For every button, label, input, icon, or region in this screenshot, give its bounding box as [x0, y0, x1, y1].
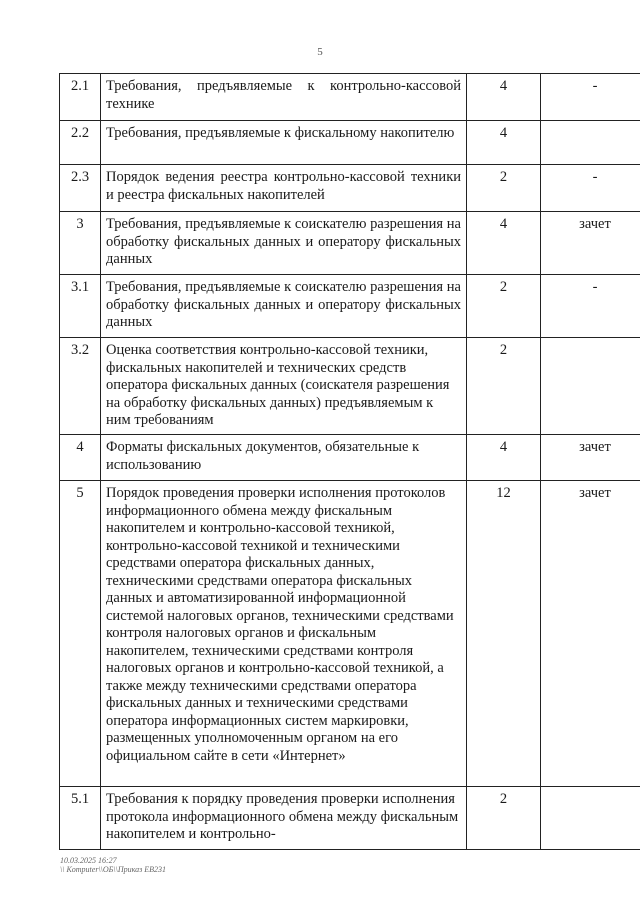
row-number: 2.3: [60, 165, 101, 212]
row-hours: 4: [467, 435, 541, 481]
row-number: 4: [60, 435, 101, 481]
table-row: [60, 787, 640, 850]
row-assessment: зачет: [541, 212, 640, 275]
table-row: [60, 121, 640, 165]
document-footer: [60, 856, 166, 874]
table-row: [60, 165, 640, 212]
page-number: 5: [317, 46, 323, 58]
row-title: Форматы фискальных документов, обязательные к использованию: [101, 435, 467, 481]
row-hours: 2: [467, 165, 541, 212]
row-title: Порядок ведения реестра контрольно-кассовой техники и реестра фискальных накопителей: [101, 165, 467, 212]
row-hours: 12: [467, 481, 541, 787]
row-number: 5: [60, 481, 101, 787]
row-assessment: -: [541, 74, 640, 121]
row-number: 2.2: [60, 121, 101, 165]
row-title: Оценка соответствия контрольно-кассовой техники, фискальных накопителей и технических средств оператора фискальных данных (соискателя разрешения на обработку фискальных данных) предъявляемым к ним требованиям: [101, 338, 467, 435]
row-number: 2.1: [60, 74, 101, 121]
table-row: [60, 275, 640, 338]
row-title: Требования, предъявляемые к соискателю разрешения на обработку фискальных данных и оператору фискальных данных: [101, 275, 467, 338]
row-number: 3: [60, 212, 101, 275]
table-row: [60, 338, 640, 435]
row-hours: 2: [467, 787, 541, 850]
row-assessment: [541, 787, 640, 850]
row-hours: 2: [467, 275, 541, 338]
row-assessment: зачет: [541, 481, 640, 787]
table-row: [60, 481, 640, 787]
row-title: Требования, предъявляемые к соискателю разрешения на обработку фискальных данных и оператору фискальных данных: [101, 212, 467, 275]
footer-timestamp: 10.03.2025 16:27: [60, 856, 117, 865]
row-hours: 4: [467, 212, 541, 275]
row-number: 3.2: [60, 338, 101, 435]
row-title: Порядок проведения проверки исполнения протоколов информационного обмена между фискальным накопителем и контрольно-кассовой техникой, контрольно-кассовой техникой и техническими средствами оператора фискальных данных, техническими средствами оператора фискальных данных и автоматизированной информационной системой налоговых органов, техническими средствами контроля налоговых органов и фискальным накопителем, техническими средствами контроля налоговых органов и контрольно-кассовой техникой, а также между техническими средствами оператора фискальных данных и техническими средствами оператора информационных систем маркировки, размещенных уполномоченным органом на его официальном сайте в сети «Интернет»: [101, 481, 467, 787]
row-assessment: зачет: [541, 435, 640, 481]
row-assessment: -: [541, 165, 640, 212]
row-title: Требования, предъявляемые к контрольно-кассовой технике: [101, 74, 467, 121]
curriculum-table: [59, 73, 640, 850]
footer-file-path: \\ Komputer\\ОБ\\Приказ ЕВ231: [60, 865, 167, 874]
row-assessment: -: [541, 275, 640, 338]
row-title: Требования, предъявляемые к фискальному накопителю: [101, 121, 467, 165]
row-number: 3.1: [60, 275, 101, 338]
row-title: Требования к порядку проведения проверки исполнения протокола информационного обмена между фискальным накопителем и контрольно-: [101, 787, 467, 850]
table-row: [60, 74, 640, 121]
row-number: 5.1: [60, 787, 101, 850]
row-hours: 4: [467, 121, 541, 165]
table-row: [60, 212, 640, 275]
row-assessment: [541, 121, 640, 165]
row-assessment: [541, 338, 640, 435]
table-row: [60, 435, 640, 481]
row-hours: 2: [467, 338, 541, 435]
row-hours: 4: [467, 74, 541, 121]
